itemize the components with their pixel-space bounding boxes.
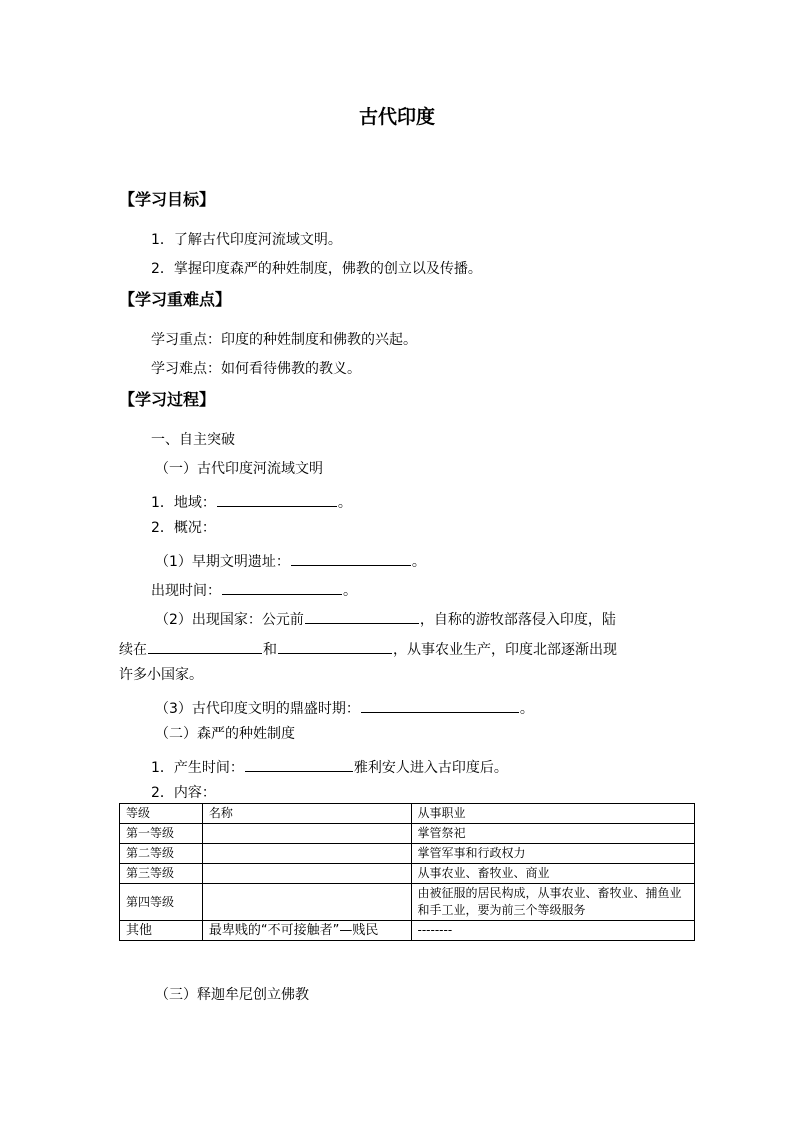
part1-heading: 一、自主突破 bbox=[151, 432, 235, 448]
sub3-heading: （三）释迦牟尼创立佛教 bbox=[155, 987, 309, 1003]
item-region-end: 。 bbox=[337, 495, 352, 511]
blank-bc-date[interactable] bbox=[305, 609, 419, 624]
states-and: 和 bbox=[263, 642, 277, 658]
states-label: （2）出现国家：公元前 bbox=[155, 612, 304, 628]
table-header-row bbox=[120, 804, 695, 824]
sub1-heading: （一）古代印度河流域文明 bbox=[155, 461, 323, 477]
caste-origin bbox=[151, 757, 508, 775]
time-label: 出现时间： bbox=[151, 583, 221, 599]
goal-2: 2．掌握印度森严的种姓制度，佛教的创立以及传播。 bbox=[151, 261, 482, 277]
table-cell: 由被征服的居民构成，从事农业、畜牧业、捕鱼业和手工业，要为前三个等级服务 bbox=[411, 884, 694, 921]
goals-heading: 【学习目标】 bbox=[119, 190, 216, 209]
item-states-line1 bbox=[155, 609, 616, 627]
item-states-line2 bbox=[119, 639, 617, 657]
blank-caste-origin[interactable] bbox=[245, 757, 353, 772]
states-suffix: ，从事农业生产，印度北部逐渐出现 bbox=[393, 642, 617, 658]
difficulty: 学习难点：如何看待佛教的教义。 bbox=[151, 361, 361, 377]
item-overview: 2．概况： bbox=[151, 520, 216, 536]
caste-origin-label: 1．产生时间： bbox=[151, 760, 244, 776]
table-header: 等级 bbox=[120, 804, 203, 824]
blank-peak[interactable] bbox=[361, 698, 519, 713]
item-states-line3: 许多小国家。 bbox=[119, 667, 203, 683]
peak-end: 。 bbox=[519, 701, 534, 717]
table-cell: 从事农业、畜牧业、商业 bbox=[411, 864, 694, 884]
early-sites-label: （1）早期文明遗址： bbox=[155, 554, 290, 570]
keypoints-heading: 【学习重难点】 bbox=[119, 290, 232, 309]
table-cell-blank[interactable] bbox=[202, 844, 411, 864]
blank-time[interactable] bbox=[222, 580, 342, 595]
table-cell: 掌管祭祀 bbox=[411, 824, 694, 844]
blank-region[interactable] bbox=[217, 492, 337, 507]
table-header: 从事职业 bbox=[411, 804, 694, 824]
states-prefix: 续在 bbox=[119, 642, 147, 658]
item-peak bbox=[155, 698, 534, 716]
table-cell: 第二等级 bbox=[120, 844, 203, 864]
item-region-label: 1．地域： bbox=[151, 495, 216, 511]
item-early-sites bbox=[155, 551, 426, 569]
caste-table bbox=[119, 803, 695, 941]
table-cell-blank[interactable] bbox=[202, 864, 411, 884]
table-header: 名称 bbox=[202, 804, 411, 824]
caste-content: 2．内容： bbox=[151, 785, 216, 801]
goal-1: 1．了解古代印度河流域文明。 bbox=[151, 232, 342, 248]
caste-origin-end: 雅利安人进入古印度后。 bbox=[353, 760, 508, 776]
early-sites-end: 。 bbox=[411, 554, 426, 570]
table-cell: 掌管军事和行政权力 bbox=[411, 844, 694, 864]
table-cell-blank[interactable] bbox=[202, 884, 411, 921]
item-time bbox=[151, 580, 357, 598]
blank-river-1[interactable] bbox=[148, 639, 262, 654]
table-cell: 第三等级 bbox=[120, 864, 203, 884]
table-row bbox=[120, 824, 695, 844]
keypoint: 学习重点：印度的种姓制度和佛教的兴起。 bbox=[151, 332, 417, 348]
peak-label: （3）古代印度文明的鼎盛时期： bbox=[155, 701, 360, 717]
table-cell: 最卑贱的“不可接触者”—贱民 bbox=[202, 921, 411, 941]
table-cell: 第四等级 bbox=[120, 884, 203, 921]
states-text: ，自称的游牧部落侵入印度，陆 bbox=[419, 612, 616, 628]
table-row bbox=[120, 844, 695, 864]
table-cell: -------- bbox=[411, 921, 694, 941]
table-cell-blank[interactable] bbox=[202, 824, 411, 844]
table-cell: 第一等级 bbox=[120, 824, 203, 844]
table-row bbox=[120, 884, 695, 921]
table-row bbox=[120, 921, 695, 941]
blank-river-2[interactable] bbox=[278, 639, 392, 654]
table-cell: 其他 bbox=[120, 921, 203, 941]
sub2-heading: （二）森严的种姓制度 bbox=[155, 726, 295, 742]
process-heading: 【学习过程】 bbox=[119, 390, 216, 409]
page-title: 古代印度 bbox=[358, 106, 435, 128]
blank-early-sites[interactable] bbox=[291, 551, 411, 566]
item-region bbox=[151, 492, 352, 510]
time-end: 。 bbox=[343, 583, 357, 599]
table-row bbox=[120, 864, 695, 884]
